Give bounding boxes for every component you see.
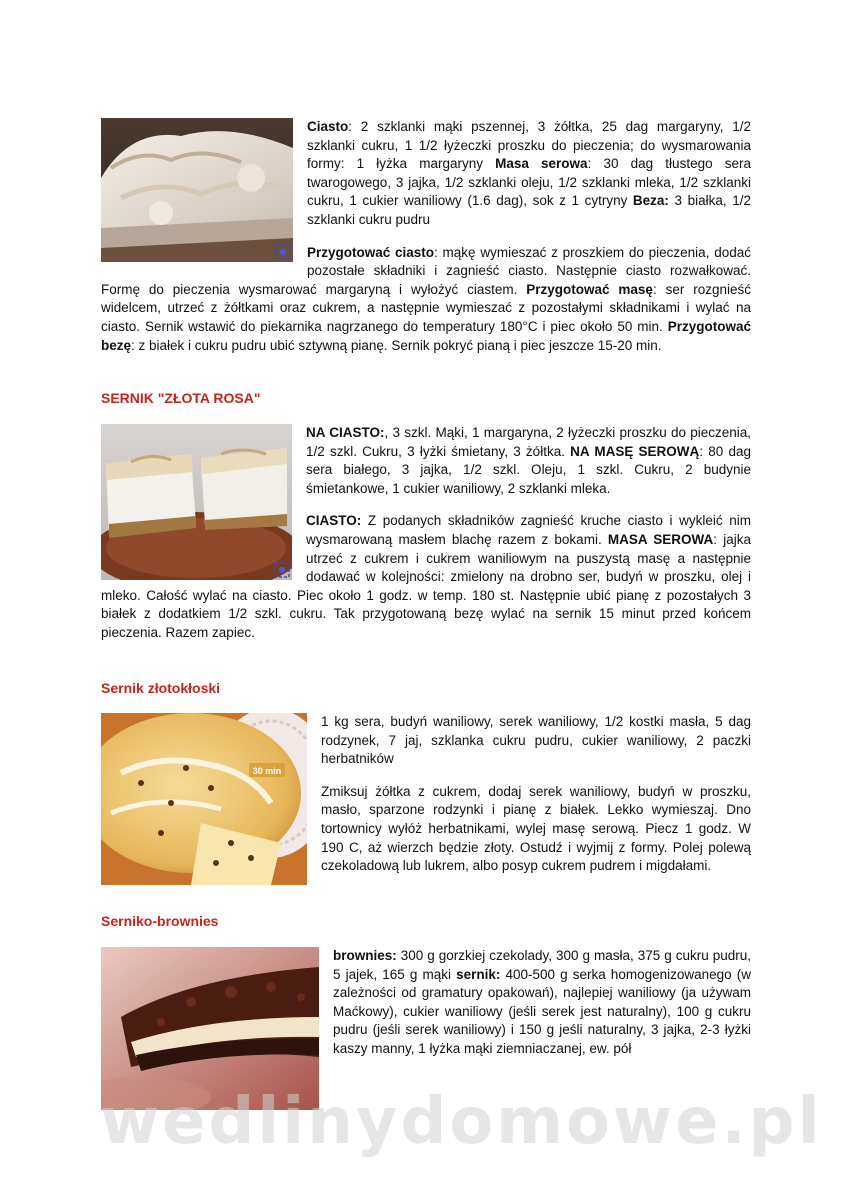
recipe-4-ingredients: brownies: 300 g gorzkiej czekolady, 300 g masła, 375 g cukru pudru, 5 jajek, 165 g mąki sernik: 400-500 g serka homogenizowanego (w zależności od gramatury opakowań), najlepiej waniliowy (ja używam Maćkowy), cukier waniliowy (jeśli serek jest naturalny), 100 g cukru pudru (jeśli serek waniliowy) i 150 g jeśli naturalny, 3 jajka, 2-3 łyżki kaszy manny, 1 łyżka mąki ziemniaczanej, ew. pół	[333, 948, 751, 1056]
recipe-2-photo	[101, 424, 292, 580]
recipe-3-preparation: Zmiksuj żółtka z cukrem, dodaj serek waniliowy, budyń w proszku, masło, sparzone rodzynki i pianę z białek. Lekko wymieszaj. Dno tortownicy wyłóż herbatnikami, wylej masę serową. Piecz 1 godz. W 190 C, aż wierzch będzie złoty. Ostudź i wyjmij z formy. Polej polewą czekoladową lub lukrem, albo posyp cukrem pudrem i migdałami.	[321, 783, 751, 874]
zlotokloski-cheesecake-image	[101, 713, 307, 885]
recipe-3-photo	[101, 713, 307, 885]
recipe-4	[101, 947, 751, 1114]
recipe-4-photo	[101, 947, 319, 1110]
recipe-1-preparation: Przygotować ciasto: mąkę wymieszać z proszkiem do pieczenia, dodać pozostałe składniki i zagnieść ciasto. Następnie ciasto rozwałkować. Formę do pieczenia wysmarować margaryną i wyłożyć ciastem. Przygotować masę: ser rozgnieść widelcem, utrzeć z żółtkami oraz cukrem, a następnie wymieszać z pozostałymi składnikami i wylać na ciasto. Sernik wstawić do piekarnika nagrzanego do temperatury 180°C i piec około 50 min. Przygotować bezę: z białek i cukru pudru ubić sztywną pianę. Sernik pokryć pianą i piec jeszcze 15-20 min.	[101, 244, 751, 353]
photo-time-tag: 30 min	[252, 766, 282, 776]
recipe-3-ingredients: 1 kg sera, budyń waniliowy, serek waniliowy, 1/2 kostki masła, 5 dag rodzynek, 7 jaj, szklanka cukru pudru, cukier waniliowy, 2 paczki herbatników	[321, 714, 751, 767]
meringue-cheesecake-image	[101, 118, 293, 262]
recipe-1	[101, 118, 751, 355]
recipe-1-photo	[101, 118, 293, 262]
recipe-3-title: Sernik złotokłoski	[101, 680, 221, 696]
recipe-3	[101, 713, 751, 889]
site-watermark: wedlinydomowe.pl	[100, 1085, 823, 1159]
recipe-2-ingredients: NA CIASTO:, 3 szkl. Mąki, 1 margaryna, 2 łyżeczki proszku do pieczenia, 1/2 szkl. Cukru, 3 łyżki śmietany, 3 żółtka. NA MASĘ SEROWĄ: 80 dag sera białego, 3 jajka, 1/2 szkl. Oleju, 1 szkl. Cukru, 2 budynie śmietankowe, 1 cukier waniliowy, 2 szklanki mleka.	[306, 425, 751, 496]
recipe-2-preparation: CIASTO: Z podanych składników zagnieść kruche ciasto i wykleić nim wysmarowaną masłem blachę razem z bokami. MASA SEROWA: jajka utrzeć z cukrem i cukrem waniliowym na puszystą masę a następnie dodawać w kolejności: zmielony na drobno ser, budyń w proszku, olej i mleko. Całość wylać na ciasto. Piec około 1 godz. w temp. 180 st. Następnie ubić pianę z pozostałych 3 białek z dodatkiem 1/2 szkl. cukru. Tak przygotowaną bezę wylać na sernik 15 minut przed końcem pieczenia. Razem zapiec.	[101, 513, 751, 640]
recipe-4-title: Serniko-brownies	[101, 913, 219, 929]
recipe-2	[101, 424, 751, 643]
image-link-icon[interactable]	[275, 244, 291, 260]
zlota-rosa-cheesecake-image	[101, 424, 292, 580]
brownies-cheesecake-image	[101, 947, 319, 1110]
recipe-2-title: SERNIK "ZŁOTA ROSA"	[101, 390, 261, 406]
image-link-icon[interactable]	[274, 562, 290, 578]
recipe-1-ingredients: Ciasto: 2 szklanki mąki pszennej, 3 żółtka, 25 dag margaryny, 1/2 szklanki cukru, 1 1/2 łyżeczki proszku do pieczenia; do wysmarowania formy: 1 łyżka margaryny Masa serowa: 30 dag tłustego sera twarogowego, 3 jajka, 1/2 szklanki oleju, 1/2 szklanki mleka, 1/2 szklanki cukru, 1 cukier waniliowy (1.6 dag), sok z 1 cytryny Beza: 3 białka, 1/2 szklanki cukru pudru	[307, 119, 752, 227]
